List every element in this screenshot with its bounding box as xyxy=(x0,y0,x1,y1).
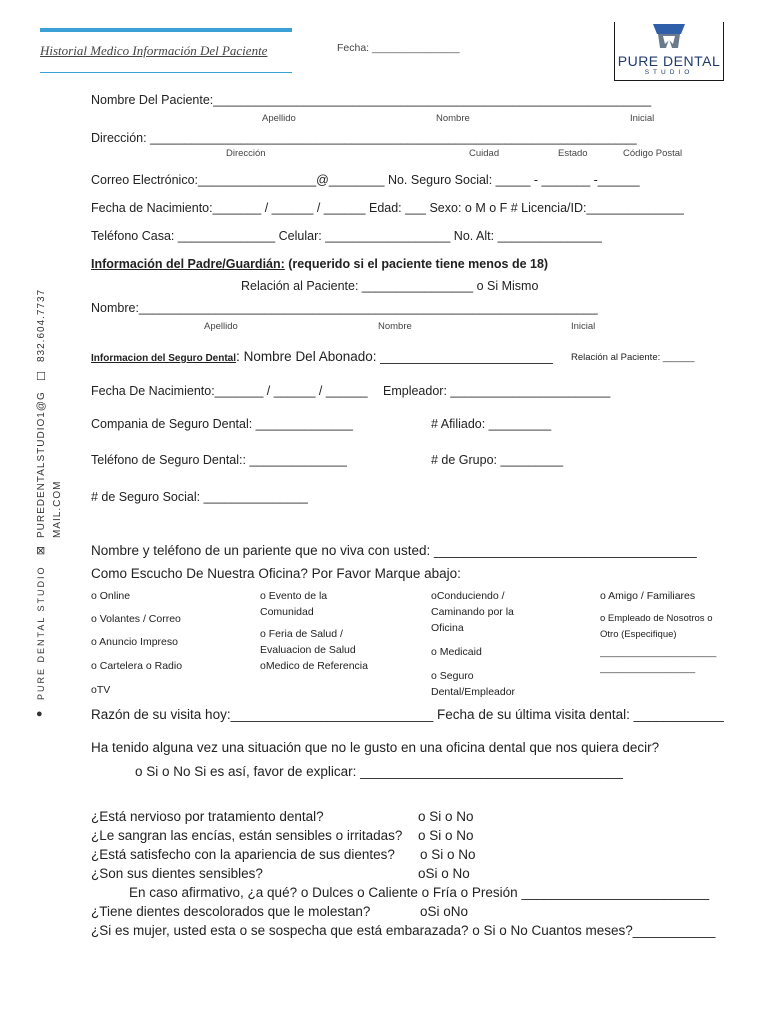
insurance-company-field[interactable]: Compania de Seguro Dental: ______________ xyxy=(91,417,354,431)
relative-field[interactable]: Nombre y teléfono de un pariente que no viva con usted: ___________________________________ xyxy=(91,543,697,558)
subscriber-field[interactable]: Nombre Del Abonado: _______________________ xyxy=(239,349,553,364)
insurance-colon: : xyxy=(236,348,240,364)
option-referring-doctor[interactable]: oMedico de Referencia xyxy=(260,660,368,672)
option-flyers[interactable]: o Volantes / Correo xyxy=(91,613,181,625)
question-nervous: ¿Está nervioso por tratamiento dental? xyxy=(91,809,324,824)
patient-name-field[interactable]: Nombre Del Paciente:_______________________________________________________________ xyxy=(91,93,652,107)
guardian-sub-nombre: Nombre xyxy=(378,321,412,332)
option-medicaid[interactable]: o Medicaid xyxy=(431,646,482,658)
option-health-fair[interactable]: o Feria de Salud / Evaluacion de Salud xyxy=(260,628,356,656)
sub-nombre: Nombre xyxy=(436,113,470,124)
insurance-phone-field[interactable]: Teléfono de Seguro Dental:: ______________ xyxy=(91,453,347,467)
phone-icon: ☐ xyxy=(36,371,46,383)
other-specify-line-2[interactable]: __________________ xyxy=(600,663,696,674)
guardian-heading-label: Información del Padre/Guardián: xyxy=(91,257,285,271)
bad-experience-question: Ha tenido alguna vez una situación que no le gusto en una oficina dental que nos quiera decir? xyxy=(91,740,660,755)
logo xyxy=(614,22,724,81)
document-title: Historial Medico Información Del Paciente xyxy=(40,43,268,58)
phone-fields[interactable]: Teléfono Casa: ______________ Celular: __________________ No. Alt: _______________ xyxy=(91,229,602,243)
guardian-name-field[interactable]: Nombre:__________________________________________________________________ xyxy=(91,301,598,315)
guardian-heading-note: (requerido si el paciente tiene menos de 18) xyxy=(284,257,549,271)
option-billboard-radio[interactable]: o Cartelera o Radio xyxy=(91,660,183,672)
dob-age-sex-field[interactable]: Fecha de Nacimiento:_______ / ______ / ______ Edad: ___ Sexo: o M o F # Licencia/ID:______________ xyxy=(91,201,684,215)
sub-estado: Estado xyxy=(558,148,588,159)
answer-appearance[interactable]: o Si o No xyxy=(420,847,476,862)
group-field[interactable]: # de Grupo: _________ xyxy=(431,453,564,467)
visit-reason-field[interactable]: Razón de su visita hoy:___________________________ Fecha de su última visita dental: ____________ xyxy=(91,707,724,722)
pregnant-field[interactable]: ¿Si es mujer, usted esta o se sospecha que está embarazada? o Si o No Cuantos meses?___________ xyxy=(91,923,716,938)
guardian-relation-field[interactable]: Relación al Paciente: ________________ o Si Mismo xyxy=(241,279,539,293)
question-appearance: ¿Está satisfecho con la apariencia de sus dientes? xyxy=(91,847,395,862)
other-specify-line-1[interactable]: ______________________ xyxy=(600,647,717,658)
insurance-relation-field[interactable]: Relación al Paciente: ______ xyxy=(571,352,695,363)
header-accent-bar xyxy=(40,28,292,32)
option-friend-family[interactable]: o Amigo / Familiares xyxy=(600,590,696,602)
option-online[interactable]: o Online xyxy=(91,590,131,602)
sub-inicial: Inicial xyxy=(630,113,655,124)
bad-experience-explain-field[interactable]: o Si o No Si es así, favor de explicar: ___________________________________ xyxy=(135,764,623,779)
employer-field[interactable]: Empleador: _______________________ xyxy=(383,384,611,398)
option-community-event[interactable]: o Evento de la Comunidad xyxy=(260,590,328,618)
option-employee-other[interactable]: o Empleado de Nosotros o Otro (Especifique) xyxy=(600,613,713,640)
email-ssn-field[interactable]: Correo Electrónico:_________________@________ No. Seguro Social: _____ - _______ -______ xyxy=(91,173,640,187)
email-icon: ⊠ xyxy=(36,545,46,557)
referral-col-4 xyxy=(600,588,730,677)
insurance-label: Informacion del Seguro Dental xyxy=(91,353,237,364)
sub-apellido: Apellido xyxy=(262,113,296,124)
referral-col-3 xyxy=(431,588,536,700)
guardian-sub-inicial: Inicial xyxy=(571,321,596,332)
sensitive-followup-field[interactable]: En caso afirmativo, ¿a qué? o Dulces o Caliente o Fría o Presión _________________________ xyxy=(129,885,710,900)
question-discolored: ¿Tiene dientes descolorados que le molestan? xyxy=(91,904,371,919)
header-divider xyxy=(40,72,292,73)
sub-direccion: Dirección xyxy=(226,148,266,159)
logo-sub-text: STUDIO xyxy=(644,69,694,76)
question-gums: ¿Le sangran las encías, están sensibles o irritadas? xyxy=(91,828,403,843)
insurance-ssn-field[interactable]: # de Seguro Social: _______________ xyxy=(91,490,308,504)
guardian-sub-apellido: Apellido xyxy=(204,321,238,332)
sidebar-email-2: MAIL.COM xyxy=(52,480,63,538)
referral-col-1 xyxy=(91,588,231,702)
referral-question: Como Escucho De Nuestra Oficina? Por Favor Marque abajo: xyxy=(91,566,461,581)
affiliate-field[interactable]: # Afiliado: _________ xyxy=(431,417,552,431)
option-driving-walking[interactable]: oConduciendo / Caminando por la Oficina xyxy=(431,590,514,634)
insurance-row xyxy=(91,348,553,366)
date-field[interactable]: Fecha: _______________ xyxy=(337,42,460,54)
guardian-heading xyxy=(91,257,548,271)
tooth-logo-icon xyxy=(649,22,689,50)
referral-col-2 xyxy=(260,588,380,674)
logo-main-text: PURE DENTAL xyxy=(617,53,721,69)
answer-sensitive[interactable]: oSi o No xyxy=(418,866,470,881)
answer-nervous[interactable]: o Si o No xyxy=(418,809,474,824)
address-field[interactable]: Dirección: ______________________________________________________________________ xyxy=(91,131,637,145)
option-print-ad[interactable]: o Anuncio Impreso xyxy=(91,636,178,648)
sidebar-phone: 832.604.7737 xyxy=(36,288,47,362)
sidebar-email-1: PUREDENTALSTUDIO1@G xyxy=(36,391,47,538)
option-insurance-employer[interactable]: o Seguro Dental/Empleador xyxy=(431,670,516,698)
sub-codigo-postal: Código Postal xyxy=(623,148,683,159)
answer-discolored[interactable]: oSi oNo xyxy=(420,904,469,919)
question-sensitive: ¿Son sus dientes sensibles? xyxy=(91,866,263,881)
answer-gums[interactable]: o Si o No xyxy=(418,828,474,843)
sub-ciudad: Cuidad xyxy=(469,148,500,159)
person-icon: ● xyxy=(36,708,43,720)
insurance-dob-field[interactable]: Fecha De Nacimiento:_______ / ______ / ______ xyxy=(91,384,368,398)
option-tv[interactable]: oTV xyxy=(91,684,111,696)
sidebar-studio: PURE DENTAL STUDIO xyxy=(36,565,46,700)
